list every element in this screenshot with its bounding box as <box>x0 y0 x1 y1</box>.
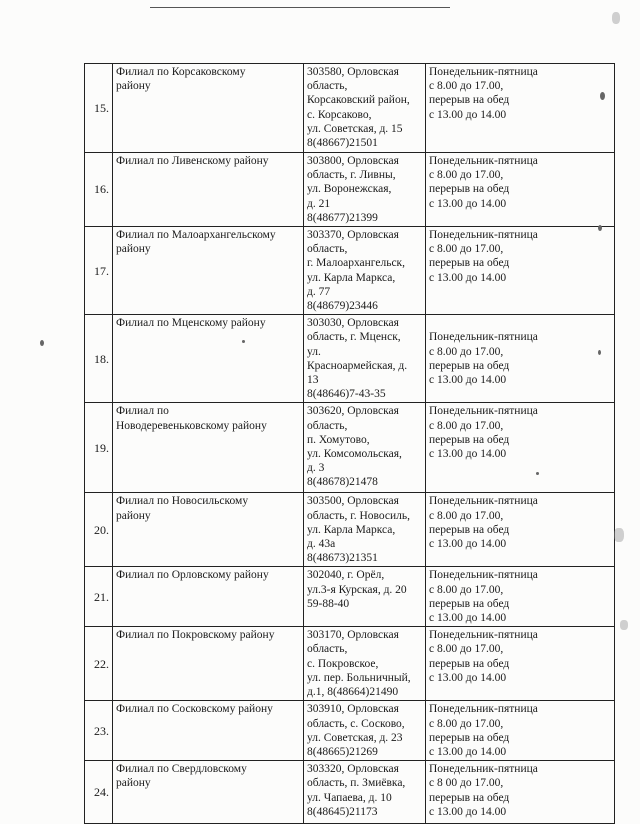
hours-cell <box>426 64 615 153</box>
address-line: д.1, 8(48664)21490 <box>307 686 399 699</box>
hours-line: с 13.00 до 14.00 <box>429 197 507 210</box>
address-line: 303910, Орловская <box>307 703 399 716</box>
hours-line: Понедельник-пятница <box>429 569 538 582</box>
address-line: 303800, Орловская <box>307 155 399 167</box>
table-row <box>85 315 615 403</box>
hours-cell <box>426 761 615 824</box>
address-line: 8(48665)21269 <box>307 745 378 758</box>
address-line: ул. пер. Больничный, <box>307 671 411 684</box>
address-line: область, <box>307 419 348 432</box>
table-row <box>85 567 615 627</box>
table-row <box>85 493 615 567</box>
row-number: 19. <box>85 403 113 493</box>
hours-line: перерыв на обед <box>429 597 510 610</box>
hours-cell <box>426 701 615 761</box>
address-line: д. 43а <box>307 538 336 551</box>
hours-cell <box>426 315 615 403</box>
branch-name-line: Филиал по Орловскому району <box>116 569 269 582</box>
address-line: 8(48667)21501 <box>307 137 378 150</box>
scan-speck <box>40 340 44 346</box>
hours-line: Понедельник-пятница <box>429 331 538 344</box>
row-number: 20. <box>85 493 113 567</box>
table-row <box>85 227 615 315</box>
scan-smudge <box>612 12 620 24</box>
scan-smudge <box>620 620 628 630</box>
address-cell <box>304 701 426 761</box>
scan-speck <box>536 472 539 475</box>
branch-name-line: району <box>116 80 151 93</box>
address-cell <box>304 153 426 227</box>
hours-line: Понедельник-пятница <box>429 629 538 642</box>
address-line: 8(48645)21173 <box>307 805 378 818</box>
table-row <box>85 153 615 227</box>
address-line: с. Корсаково, <box>307 108 372 121</box>
address-cell <box>304 227 426 315</box>
address-line: 303170, Орловская <box>307 629 399 642</box>
address-line: область, <box>307 80 348 93</box>
address-line: 303580, Орловская <box>307 66 399 78</box>
row-number: 17. <box>85 227 113 315</box>
branch-name-cell <box>113 403 304 493</box>
address-line: Корсаковский район, <box>307 94 410 107</box>
hours-line: перерыв на обед <box>429 791 510 804</box>
table-row <box>85 64 615 153</box>
hours-line: с 8.00 до 17.00, <box>429 583 504 596</box>
table-row <box>85 403 615 493</box>
hours-cell <box>426 153 615 227</box>
branch-name-line: Филиал по Малоархангельскому <box>116 229 276 242</box>
address-cell <box>304 315 426 403</box>
top-rule <box>150 7 450 8</box>
hours-line: с 8.00 до 17.00, <box>429 243 504 256</box>
address-line: область, п. Змиёвка, <box>307 777 406 790</box>
hours-line: перерыв на обед <box>429 433 510 446</box>
hours-line: Понедельник-пятница <box>429 763 538 776</box>
address-line: ул. Советская, д. 23 <box>307 731 403 744</box>
hours-line: перерыв на обед <box>429 94 510 107</box>
address-line: 8(48678)21478 <box>307 476 378 489</box>
address-cell <box>304 627 426 701</box>
table-row <box>85 701 615 761</box>
branch-name-cell <box>113 153 304 227</box>
hours-line: с 8.00 до 17.00, <box>429 643 504 656</box>
address-line: ул. <box>307 345 321 358</box>
hours-line: с 8.00 до 17.00, <box>429 345 504 358</box>
branch-name-line: Филиал по Покровскому району <box>116 629 275 642</box>
hours-cell <box>426 227 615 315</box>
branch-name-line: Филиал по <box>116 405 169 418</box>
row-number: 23. <box>85 701 113 761</box>
scan-smudge <box>614 528 624 542</box>
hours-line: с 13.00 до 14.00 <box>429 108 507 121</box>
address-line: область, <box>307 643 348 656</box>
address-line: ул. Воронежская, <box>307 183 392 196</box>
branch-name-line: Новодеревеньковскому району <box>116 419 267 432</box>
hours-line: Понедельник-пятница <box>429 66 538 78</box>
branch-name-cell <box>113 227 304 315</box>
hours-line: Понедельник-пятница <box>429 703 538 716</box>
row-number: 22. <box>85 627 113 701</box>
hours-line: с 13.00 до 14.00 <box>429 805 507 818</box>
address-line: область, г. Ливны, <box>307 169 396 182</box>
branch-name-line: Филиал по Свердловскому <box>116 763 247 776</box>
hours-line <box>429 316 611 330</box>
address-line: ул.3-я Курская, д. 20 <box>307 583 407 596</box>
branch-name-line: Филиал по Новосильскому <box>116 495 249 508</box>
hours-line: с 13.00 до 14.00 <box>429 271 507 284</box>
hours-cell <box>426 493 615 567</box>
address-cell <box>304 493 426 567</box>
address-line: область, <box>307 243 348 256</box>
hours-line: перерыв на обед <box>429 359 510 372</box>
hours-line: с 13.00 до 14.00 <box>429 745 507 758</box>
address-line: ул. Чапаева, д. 10 <box>307 791 392 804</box>
address-line: Красноармейская, д. <box>307 359 408 372</box>
address-line: 59-88-40 <box>307 597 350 610</box>
branch-name-cell <box>113 493 304 567</box>
branch-name-cell <box>113 315 304 403</box>
branch-name-line: Филиал по Ливенскому району <box>116 155 269 167</box>
address-line: 303370, Орловская <box>307 229 399 242</box>
branch-name-line: Филиал по Сосковскому району <box>116 703 273 716</box>
hours-line: Понедельник-пятница <box>429 229 538 242</box>
branch-table <box>84 63 615 824</box>
address-line: 8(48646)7-43-35 <box>307 388 386 401</box>
row-number: 24. <box>85 761 113 824</box>
hours-line: перерыв на обед <box>429 523 510 536</box>
address-line: 303030, Орловская <box>307 317 399 330</box>
branch-name-cell <box>113 761 304 824</box>
hours-cell <box>426 627 615 701</box>
hours-line: Понедельник-пятница <box>429 405 538 418</box>
address-cell <box>304 567 426 627</box>
branch-name-cell <box>113 567 304 627</box>
branch-name-line: району <box>116 509 151 522</box>
address-line: область, с. Сосково, <box>307 717 405 730</box>
hours-line: перерыв на обед <box>429 731 510 744</box>
hours-line: с 8.00 до 17.00, <box>429 419 504 432</box>
hours-line: Понедельник-пятница <box>429 155 538 167</box>
branch-name-cell <box>113 64 304 153</box>
address-line: 8(48677)21399 <box>307 211 378 224</box>
hours-line: с 8.00 до 17.00, <box>429 717 504 730</box>
branch-name-cell <box>113 701 304 761</box>
hours-line: с 8.00 до 17.00, <box>429 80 504 93</box>
hours-line: с 8.00 до 17.00, <box>429 509 504 522</box>
row-number: 21. <box>85 567 113 627</box>
address-line: ул. Комсомольская, <box>307 448 402 461</box>
address-line: д. 21 <box>307 197 331 210</box>
row-number: 15. <box>85 64 113 153</box>
address-line: 8(48673)21351 <box>307 552 378 565</box>
branch-name-line: Филиал по Мценскому району <box>116 317 266 330</box>
branch-name-cell <box>113 627 304 701</box>
branch-name-line: району <box>116 243 151 256</box>
branch-name-line: Филиал по Корсаковскому <box>116 66 246 78</box>
scan-speck <box>600 92 605 100</box>
address-line: 8(48679)23446 <box>307 300 378 313</box>
address-cell <box>304 64 426 153</box>
hours-line: с 13.00 до 14.00 <box>429 448 507 461</box>
hours-cell <box>426 567 615 627</box>
hours-line: перерыв на обед <box>429 257 510 270</box>
hours-line: с 13.00 до 14.00 <box>429 374 507 387</box>
address-line: с. Покровское, <box>307 657 379 670</box>
address-line: ул. Карла Маркса, <box>307 523 396 536</box>
hours-line: Понедельник-пятница <box>429 495 538 508</box>
hours-cell <box>426 403 615 493</box>
address-line: д. 77 <box>307 285 331 298</box>
address-line: 13 <box>307 374 319 387</box>
address-line: д. 3 <box>307 462 325 475</box>
hours-line: с 8.00 до 17.00, <box>429 169 504 182</box>
scan-speck <box>598 350 601 355</box>
address-line: п. Хомутово, <box>307 433 370 446</box>
address-line: 303620, Орловская <box>307 405 399 418</box>
branch-name-line: району <box>116 777 151 790</box>
hours-line: с 13.00 до 14.00 <box>429 612 507 625</box>
address-line: г. Малоархангельск, <box>307 257 406 270</box>
hours-line: с 13.00 до 14.00 <box>429 538 507 551</box>
table-row <box>85 761 615 824</box>
row-number: 16. <box>85 153 113 227</box>
scan-speck <box>242 340 245 343</box>
hours-line: с 13.00 до 14.00 <box>429 671 507 684</box>
hours-line: перерыв на обед <box>429 183 510 196</box>
address-line: ул. Советская, д. 15 <box>307 122 403 135</box>
row-number: 18. <box>85 315 113 403</box>
table-row <box>85 627 615 701</box>
address-line: 303500, Орловская <box>307 495 399 508</box>
scan-speck <box>598 225 602 231</box>
address-line: ул. Карла Маркса, <box>307 271 396 284</box>
address-line: область, г. Мценск, <box>307 331 401 344</box>
address-cell <box>304 761 426 824</box>
hours-line: перерыв на обед <box>429 657 510 670</box>
address-line: область, г. Новосиль, <box>307 509 411 522</box>
address-line: 302040, г. Орёл, <box>307 569 385 582</box>
hours-line: с 8 00 до 17.00, <box>429 777 504 790</box>
address-line: 303320, Орловская <box>307 763 399 776</box>
address-cell <box>304 403 426 493</box>
